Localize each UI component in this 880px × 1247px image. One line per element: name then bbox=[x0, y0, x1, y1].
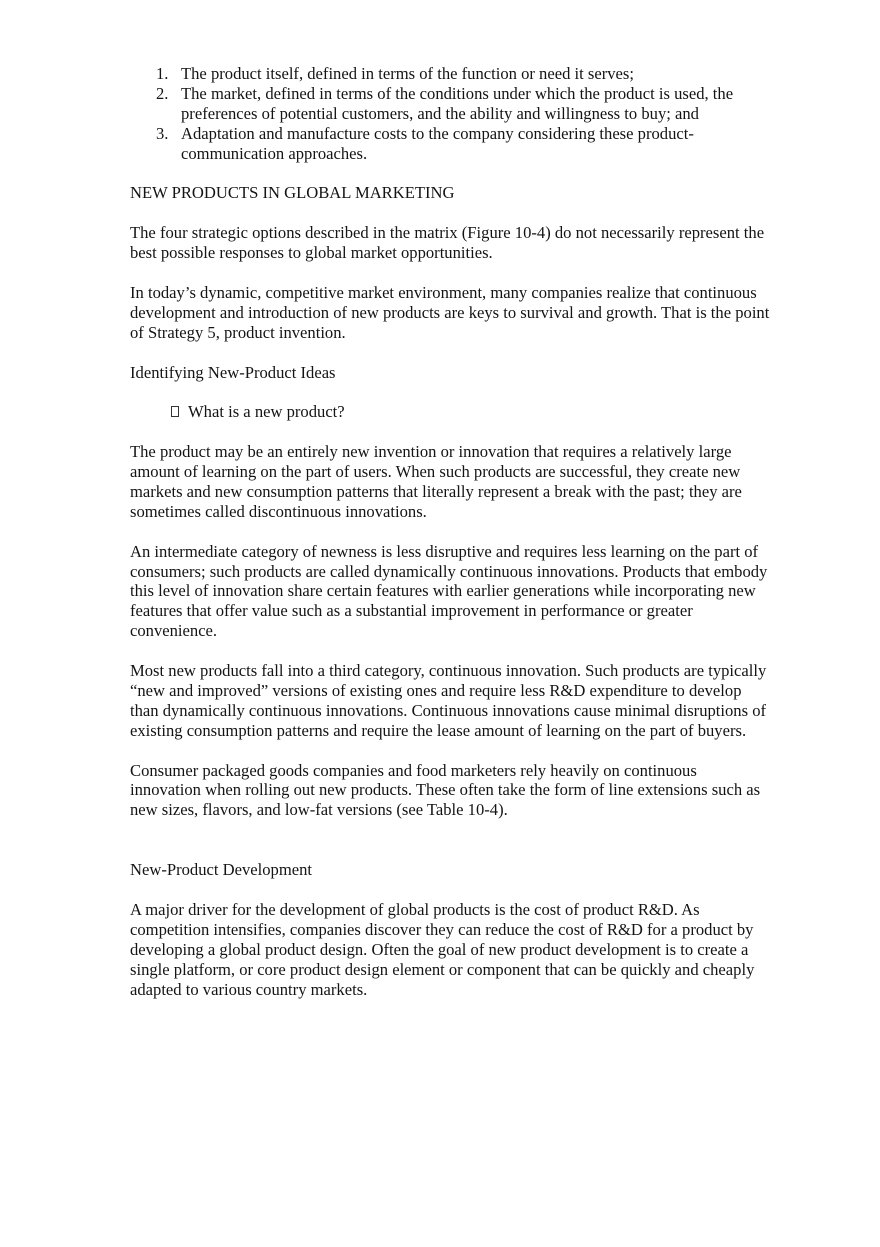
paragraph-line-extensions: Consumer packaged goods companies and food marketers rely heavily on continuous innovation when rolling out new products. These often take the form of line extensions such as new sizes, flavors, and low-fat versions (see Table 10-4). bbox=[130, 760, 761, 820]
list-number: 1. bbox=[156, 64, 169, 83]
bullet-box-icon bbox=[171, 406, 179, 417]
paragraph-global-product-design: A major driver for the development of global products is the cost of product R&D. As competition intensifies, companies discover they can reduce the cost of R&D for a product by developing a global product design. Often the goal of new product development is to create a single platform, or core product design element or component that can be quickly and cheaply adapted to various country markets. bbox=[130, 899, 755, 999]
paragraph-discontinuous-innovation: The product may be an entirely new invention or innovation that requires a relatively large amount of learning on the part of users. When such products are successful, they create new markets and new consumption patterns that literally represent a break with the past; they are sometimes called discontinuous innovations. bbox=[130, 442, 742, 521]
list-number: 2. bbox=[156, 83, 169, 103]
list-number: 3. bbox=[156, 123, 169, 143]
paragraph-continuous-innovation: Most new products fall into a third category, continuous innovation. Such products are typically “new and improved” versions of existing ones and require less R&D expenditure to develop than dynamically continuous innovations. Continuous innovations cause minimal disruptions of existing consumption patterns and require the lease amount of learning on the part of buyers. bbox=[130, 661, 767, 740]
section-heading: NEW PRODUCTS IN GLOBAL MARKETING bbox=[130, 183, 455, 203]
subheading-identifying-ideas: Identifying New-Product Ideas bbox=[130, 362, 336, 382]
subheading-new-product-development: New-Product Development bbox=[130, 860, 313, 880]
list-item-text: The market, defined in terms of the conditions under which the product is used, the preferences of potential customers, and the ability and willingness to buy; and bbox=[181, 83, 734, 123]
numbered-list bbox=[130, 64, 770, 164]
paragraph-dynamically-continuous: An intermediate category of newness is less disruptive and requires less learning on the part of consumers; such products are called dynamically continuous innovations. Products that embody this level of innovation share certain features with earlier generations while incorporating new features that offer value such as a substantial improvement in performance or greater convenience. bbox=[130, 541, 768, 641]
document-page bbox=[130, 64, 770, 1019]
list-item bbox=[130, 124, 770, 164]
list-item-text: The product itself, defined in terms of the function or need it serves; bbox=[181, 64, 634, 83]
list-item bbox=[130, 64, 770, 84]
list-item bbox=[130, 84, 770, 124]
paragraph-dynamic-environment: In today’s dynamic, competitive market environment, many companies realize that continuous development and introduction of new products are keys to survival and growth. That is the point of Strategy 5, product invention. bbox=[130, 282, 770, 342]
bullet-text: What is a new product? bbox=[188, 402, 345, 422]
paragraph-strategic-options: The four strategic options described in the matrix (Figure 10-4) do not necessarily represent the best possible responses to global market opportunities. bbox=[130, 223, 765, 263]
list-item-text: Adaptation and manufacture costs to the company considering these product-communication approaches. bbox=[181, 123, 694, 163]
bullet-item bbox=[130, 402, 770, 422]
